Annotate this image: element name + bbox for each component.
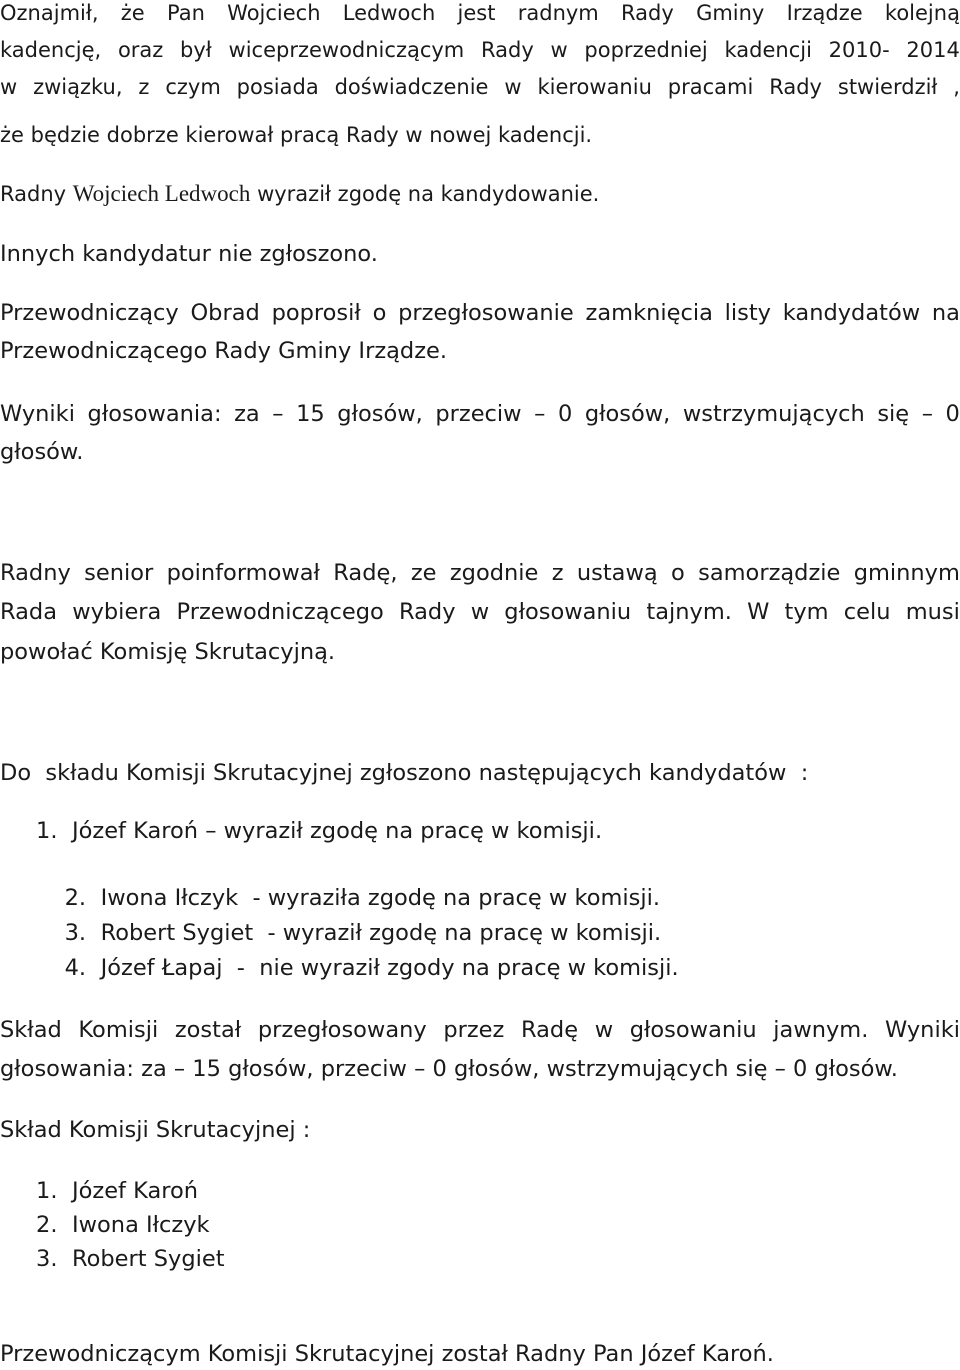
word: związku, xyxy=(33,75,123,99)
paragraph-4-line-1 xyxy=(0,297,960,329)
word: tym xyxy=(784,599,829,625)
paragraph-6-line-1 xyxy=(0,557,960,589)
word: posiada xyxy=(236,75,319,99)
word: poinformował xyxy=(166,560,320,586)
word: Rady xyxy=(769,75,822,99)
word: głosowania: xyxy=(87,401,222,427)
word: 2014 xyxy=(906,38,960,62)
paragraph-6-line-3: powołać Komisję Skrutacyjną. xyxy=(0,639,336,665)
word: Przewodniczący xyxy=(0,300,179,326)
word: Rady xyxy=(621,1,674,25)
paragraph-5-line-2: głosów. xyxy=(0,439,84,465)
list-item-number: 2. xyxy=(64,885,87,911)
word: pracami xyxy=(667,75,754,99)
word: się xyxy=(877,401,910,427)
word: Radę xyxy=(520,1017,579,1043)
word: za xyxy=(234,401,260,427)
word: w xyxy=(0,75,18,99)
paragraph-5-line-1 xyxy=(0,398,960,430)
paragraph-8-line-1 xyxy=(0,1014,960,1046)
word: z xyxy=(551,560,564,586)
paragraph-6-line-2 xyxy=(0,596,960,628)
word: jest xyxy=(457,1,496,25)
word: Obrad xyxy=(190,300,260,326)
paragraph-1-line-1 xyxy=(0,0,960,29)
word: w xyxy=(470,599,490,625)
word: z xyxy=(138,75,150,99)
word: wiceprzewodniczącym xyxy=(228,38,465,62)
list-item xyxy=(36,920,679,1016)
word: kadencję, xyxy=(0,38,102,62)
word: Rady xyxy=(398,599,456,625)
word: o xyxy=(671,560,685,586)
word: Rady xyxy=(481,38,534,62)
word: wybiera xyxy=(72,599,162,625)
list-item xyxy=(36,815,602,847)
list-item-number: 3. xyxy=(64,920,87,946)
word: jawnym. xyxy=(773,1017,869,1043)
word: poprzedniej xyxy=(584,38,708,62)
list-item-text: Robert Sygiet xyxy=(72,1246,225,1272)
word: senior xyxy=(84,560,154,586)
word: zgodnie xyxy=(449,560,539,586)
paragraph-9: Skład Komisji Skrutacyjnej : xyxy=(0,1117,311,1143)
word: przez xyxy=(443,1017,505,1043)
list-item-text: Iwona Iłczyk - wyraziła zgodę na pracę w komisji. xyxy=(100,885,661,911)
word: Wyniki xyxy=(0,401,75,427)
paragraph-1-line-4: że będzie dobrze kierował pracą Rady w nowej kadencji. xyxy=(0,123,593,147)
list-item-number: 1. xyxy=(36,818,58,844)
word: w xyxy=(504,75,522,99)
word: w xyxy=(550,38,568,62)
list-item-text: Józef Łapaj - nie wyraził zgody na pracę w komisji. xyxy=(100,955,679,981)
word: Radny xyxy=(0,560,71,586)
word: ze xyxy=(410,560,437,586)
word: gminnym xyxy=(853,560,960,586)
word: kolejną xyxy=(884,1,960,25)
word: przeciw xyxy=(435,401,522,427)
word: – xyxy=(534,401,546,427)
word: że xyxy=(120,1,145,25)
word: przegłosowany xyxy=(257,1017,427,1043)
word: Gminy xyxy=(696,1,765,25)
list-item-number: 3. xyxy=(36,1246,58,1272)
word: 2010- xyxy=(828,38,890,62)
word: Wojciech xyxy=(227,1,321,25)
word: 0 xyxy=(557,401,573,427)
word: Radę, xyxy=(333,560,398,586)
word: Pan xyxy=(166,1,205,25)
paragraph-8-line-2: głosowania: za – 15 głosów, przeciw – 0 głosów, wstrzymujących się – 0 głosów. xyxy=(0,1056,898,1082)
word: kadencji xyxy=(724,38,812,62)
word: Ledwoch xyxy=(342,1,436,25)
word: tajnym. xyxy=(646,599,732,625)
word: 15 xyxy=(296,401,325,427)
paragraph-1-line-2 xyxy=(0,34,960,66)
word: był xyxy=(180,38,212,62)
word: głosowaniu xyxy=(629,1017,757,1043)
word: został xyxy=(174,1017,242,1043)
word: kandydatów xyxy=(782,300,921,326)
word: wstrzymujących xyxy=(682,401,865,427)
word: głosowaniu xyxy=(504,599,632,625)
paragraph-2 xyxy=(0,178,960,210)
word: radnym xyxy=(517,1,599,25)
list-item-number: 1. xyxy=(36,1178,58,1204)
list-item-text: Józef Karoń – wyraził zgodę na pracę w komisji. xyxy=(72,818,603,844)
list-item xyxy=(36,1175,198,1207)
paragraph-2-pre: Radny xyxy=(0,182,67,206)
list-item-text: Iwona Iłczyk xyxy=(72,1212,210,1238)
word: – xyxy=(272,401,284,427)
word: zamknięcia xyxy=(585,300,713,326)
word: , xyxy=(953,75,960,99)
word: samorządzie xyxy=(698,560,841,586)
paragraph-1-line-3 xyxy=(0,71,960,103)
word: celu xyxy=(843,599,891,625)
word: Wyniki xyxy=(885,1017,960,1043)
word: listy xyxy=(724,300,771,326)
word: kierowaniu xyxy=(537,75,652,99)
list-item-number: 4. xyxy=(64,955,87,981)
paragraph-7: Do składu Komisji Skrutacyjnej zgłoszono następujących kandydatów : xyxy=(0,760,809,786)
word: 0 xyxy=(945,401,960,427)
word: głosów, xyxy=(337,401,423,427)
word: Rada xyxy=(0,599,57,625)
word: musi xyxy=(905,599,960,625)
word: przegłosowanie xyxy=(398,300,574,326)
word: w xyxy=(594,1017,614,1043)
word: na xyxy=(931,300,960,326)
list-item xyxy=(36,1209,210,1241)
word: Irządze xyxy=(786,1,863,25)
word: W xyxy=(747,599,770,625)
word: ustawą xyxy=(576,560,658,586)
word: oraz xyxy=(117,38,164,62)
list-item-text: Józef Karoń xyxy=(72,1178,199,1204)
paragraph-3: Innych kandydatur nie zgłoszono. xyxy=(0,241,378,267)
word: stwierdził xyxy=(837,75,938,99)
word: doświadczenie xyxy=(334,75,489,99)
list-item xyxy=(36,1243,225,1275)
paragraph-2-name: Wojciech Ledwoch xyxy=(72,181,251,206)
word: Przewodniczącego xyxy=(176,599,384,625)
word: o xyxy=(372,300,387,326)
paragraph-4-line-2: Przewodniczącego Rady Gminy Irządze. xyxy=(0,338,448,364)
list-item-text: Robert Sygiet - wyraził zgodę na pracę w komisji. xyxy=(100,920,662,946)
word: głosów, xyxy=(584,401,671,427)
word: poprosił xyxy=(271,300,361,326)
list-item-number: 2. xyxy=(36,1212,58,1238)
paragraph-2-post: wyraził zgodę na kandydowanie. xyxy=(257,182,600,206)
word: – xyxy=(921,401,933,427)
word: czym xyxy=(165,75,221,99)
word: Skład xyxy=(0,1017,62,1043)
paragraph-10: Przewodniczącym Komisji Skrutacyjnej został Radny Pan Józef Karoń. xyxy=(0,1341,774,1367)
word: Komisji xyxy=(78,1017,159,1043)
word: Oznajmił, xyxy=(0,1,99,25)
